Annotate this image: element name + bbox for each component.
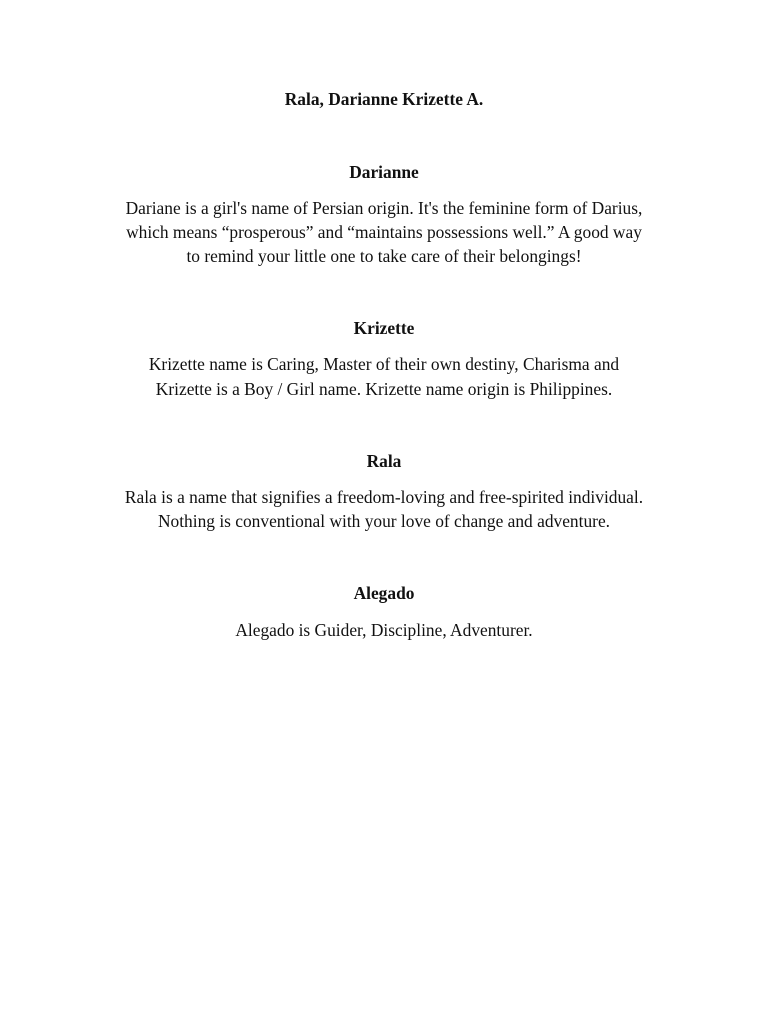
section-heading-krizette: Krizette xyxy=(353,318,415,338)
section-text-rala-line-1: Rala is a name that signifies a freedom-loving and free-spirited individual. xyxy=(124,487,644,507)
section-text-darianne-line-2: which means “prosperous” and “maintains possessions well.” A good way xyxy=(126,222,642,242)
section-text-darianne-line-3: to remind your little one to take care of their belongings! xyxy=(186,246,582,266)
section-text-krizette-line-2: Krizette is a Boy / Girl name. Krizette name origin is Philippines. xyxy=(155,379,613,399)
section-heading-darianne: Darianne xyxy=(349,162,419,182)
section-text-krizette-line-1: Krizette name is Caring, Master of their own destiny, Charisma and xyxy=(148,354,620,374)
section-heading-rala: Rala xyxy=(366,451,402,471)
document-title: Rala, Darianne Krizette A. xyxy=(284,89,484,109)
section-text-rala-line-2: Nothing is conventional with your love of change and adventure. xyxy=(157,511,611,531)
section-heading-alegado: Alegado xyxy=(353,583,415,603)
section-text-alegado-line-1: Alegado is Guider, Discipline, Adventurer. xyxy=(235,620,533,640)
section-text-darianne-line-1: Dariane is a girl's name of Persian origin. It's the feminine form of Darius, xyxy=(125,198,643,218)
